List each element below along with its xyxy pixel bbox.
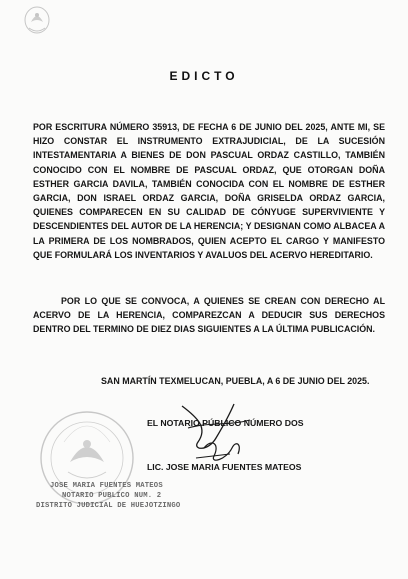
notary-title: EL NOTARIO PÚBLICO NÚMERO DOS: [147, 418, 304, 428]
notary-name: LIC. JOSE MARIA FUENTES MATEOS: [147, 462, 302, 472]
place-and-date: SAN MARTÍN TEXMELUCAN, PUEBLA, A 6 DE JUNIO DEL 2025.: [101, 376, 370, 386]
edict-paragraph-1: POR ESCRITURA NÚMERO 35913, DE FECHA 6 DE JUNIO DEL 2025, ANTE MI, SE HIZO CONSTAR EL INSTRUMENTO EXTRAJUDICIAL, DE LA SUCESIÓN INTESTAMENTARIA A BIENES DE DON PASCUAL ORDAZ CASTILLO, TAMBIÉN CONOCIDO CON EL NOMBRE DE PASCUAL ORDAZ, QUE OTORGAN DOÑA ESTHER GARCIA DAVILA, TAMBIÉN CONOCIDA CON EL NOMBRE DE ESTHER GARCIA, DON ISRAEL ORDAZ GARCIA, DOÑA GRISELDA ORDAZ GARCIA, QUIENES COMPARECEN EN SU CALIDAD DE CÓNYUGE SUPERVIVIENTE Y DESCENDIENTES DEL AUTOR DE LA HERENCIA; Y DESIGNAN COMO ALBACEA A LA PRIMERA DE LOS NOMBRADOS, QUIEN ACEPTO EL CARGO Y MANIFESTO QUE FORMULARÁ LOS INVENTARIOS Y AVALUOS DEL ACERVO HEREDITARIO.: [33, 122, 385, 260]
document-title: EDICTO: [169, 69, 239, 83]
seal-notary-name: JOSE MARIA FUENTES MATEOS: [50, 482, 163, 490]
handwritten-signature-icon: [168, 398, 258, 470]
edict-paragraph-2: POR LO QUE SE CONVOCA, A QUIENES SE CREAN CON DERECHO AL ACERVO DE LA HERENCIA, COMPAREZCAN A DEDUCIR SUS DERECHOS DENTRO DEL TERMINO DE DIEZ DIAS SIGUIENTES A LA ÚLTIMA PUBLICACIÓN.: [33, 296, 385, 335]
seal-notary-number: NOTARIO PUBLICO NUM. 2: [62, 492, 162, 500]
mexico-coat-of-arms-icon: [22, 4, 52, 38]
seal-judicial-district: DISTRITO JUDICIAL DE HUEJOTZINGO: [36, 502, 181, 510]
